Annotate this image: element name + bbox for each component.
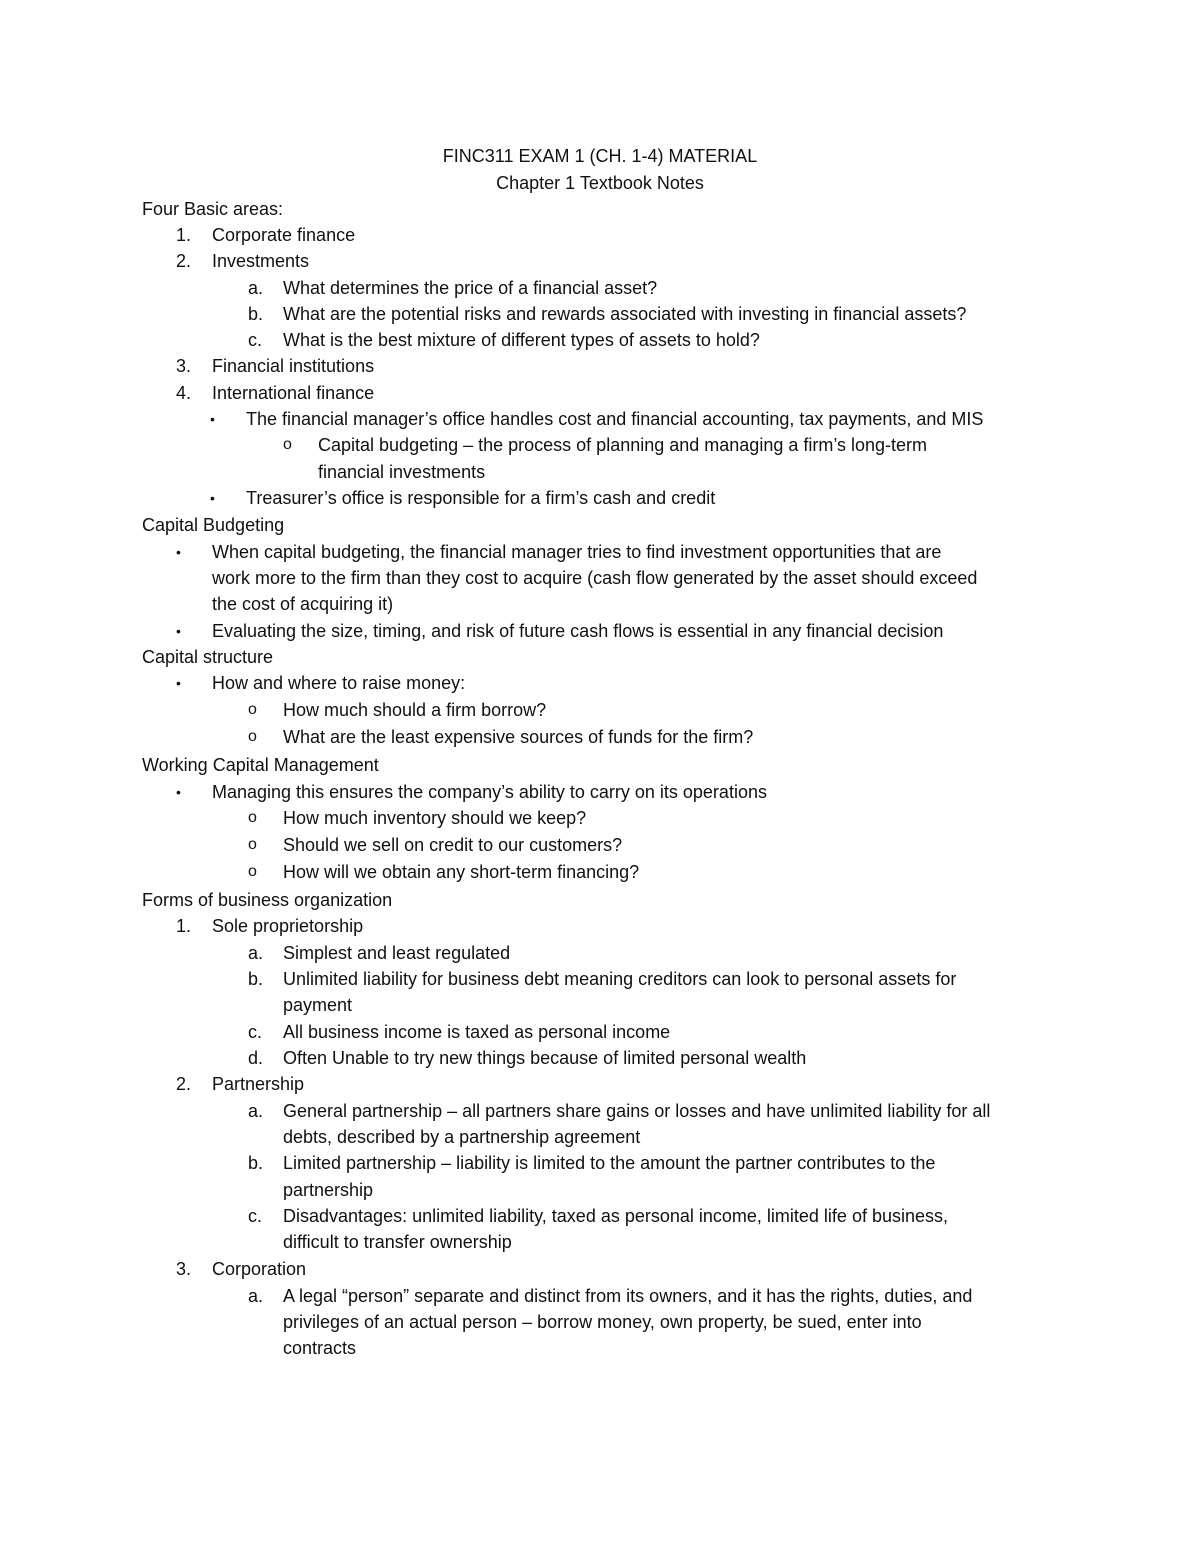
list-item [0, 1150, 1200, 1176]
list-item [0, 779, 1200, 805]
list-item [0, 966, 1200, 992]
item-text: contracts [283, 1338, 357, 1358]
bullet-marker: • [176, 623, 181, 639]
list-item [0, 1335, 1200, 1361]
list-number: c. [248, 330, 263, 350]
list-item [0, 565, 1200, 591]
item-text: All business income is taxed as personal income [283, 1022, 671, 1042]
bullet-marker: • [210, 490, 215, 506]
item-text: What are the potential risks and rewards associated with investing in financial assets? [283, 304, 967, 324]
heading-text: Capital Budgeting [142, 515, 285, 535]
list-number: 1. [176, 916, 192, 936]
sub-bullet-marker: o [248, 863, 257, 880]
item-text: Simplest and least regulated [283, 943, 511, 963]
list-item [0, 353, 1200, 379]
item-text: Sole proprietorship [212, 916, 364, 936]
heading-text: Capital structure [142, 647, 274, 667]
list-number: b. [248, 304, 264, 324]
document-subtitle: Chapter 1 Textbook Notes [496, 173, 704, 193]
item-text: difficult to transfer ownership [283, 1232, 512, 1252]
list-item [0, 913, 1200, 939]
list-number: a. [248, 943, 264, 963]
item-text: Evaluating the size, timing, and risk of future cash flows is essential in any financial decision [212, 621, 944, 641]
item-text: General partnership – all partners share gains or losses and have unlimited liability for all [283, 1101, 991, 1121]
list-item [0, 1309, 1200, 1335]
list-item [0, 670, 1200, 696]
list-item [0, 327, 1200, 353]
section-heading [0, 644, 1200, 670]
list-item [0, 805, 1200, 831]
item-text: Investments [212, 251, 310, 271]
list-item [0, 1229, 1200, 1255]
list-number: 3. [176, 356, 192, 376]
item-text: partnership [283, 1180, 374, 1200]
list-number: a. [248, 1101, 264, 1121]
item-text: Disadvantages: unlimited liability, taxed as personal income, limited life of business, [283, 1206, 948, 1226]
item-text: What is the best mixture of different types of assets to hold? [283, 330, 760, 350]
list-item [0, 1045, 1200, 1071]
list-number: 4. [176, 383, 192, 403]
sub-bullet-marker: o [248, 809, 257, 826]
list-item [0, 301, 1200, 327]
item-text: Treasurer’s office is responsible for a firm’s cash and credit [246, 488, 716, 508]
list-item [0, 1071, 1200, 1097]
item-text: Partnership [212, 1074, 305, 1094]
section-heading [0, 887, 1200, 913]
list-item [0, 539, 1200, 565]
section-heading [0, 196, 1200, 222]
list-number: 3. [176, 1259, 192, 1279]
heading-text: Four Basic areas: [142, 199, 284, 219]
bullet-marker: • [210, 411, 215, 427]
list-item [0, 1124, 1200, 1150]
item-text: Managing this ensures the company’s ability to carry on its operations [212, 782, 767, 802]
bullet-marker: • [176, 784, 181, 800]
item-text: How and where to raise money: [212, 673, 466, 693]
list-item [0, 406, 1200, 432]
item-text: privileges of an actual person – borrow money, own property, be sued, enter into [283, 1312, 922, 1332]
list-item [0, 222, 1200, 248]
item-text: Corporate finance [212, 225, 356, 245]
list-number: c. [248, 1206, 263, 1226]
item-text: Corporation [212, 1259, 307, 1279]
item-text: Capital budgeting – the process of planning and managing a firm’s long-term [318, 435, 928, 455]
document-title: FINC311 EXAM 1 (CH. 1-4) MATERIAL [442, 146, 758, 166]
item-text: How will we obtain any short-term financing? [283, 862, 640, 882]
list-item [0, 248, 1200, 274]
item-text: Should we sell on credit to our customers? [283, 835, 623, 855]
list-number: a. [248, 1286, 264, 1306]
item-text: Financial institutions [212, 356, 375, 376]
list-item [0, 459, 1200, 485]
list-number: 1. [176, 225, 192, 245]
item-text: When capital budgeting, the financial manager tries to find investment opportunities that are [212, 542, 942, 562]
list-item [0, 859, 1200, 885]
item-text: debts, described by a partnership agreement [283, 1127, 641, 1147]
list-item [0, 591, 1200, 617]
heading-text: Working Capital Management [142, 755, 379, 775]
sub-bullet-marker: o [283, 436, 292, 453]
item-text: The financial manager’s office handles cost and financial accounting, tax payments, and MIS [246, 409, 984, 429]
heading-text: Forms of business organization [142, 890, 393, 910]
list-item [0, 618, 1200, 644]
item-text: How much inventory should we keep? [283, 808, 587, 828]
item-text: What determines the price of a financial asset? [283, 278, 658, 298]
bullet-marker: • [176, 675, 181, 691]
list-number: 2. [176, 251, 192, 271]
item-text: work more to the firm than they cost to acquire (cash flow generated by the asset should exceed [212, 568, 978, 588]
list-item [0, 275, 1200, 301]
item-text: International finance [212, 383, 375, 403]
section-heading [0, 752, 1200, 778]
bullet-marker: • [176, 544, 181, 560]
list-number: d. [248, 1048, 264, 1068]
list-item [0, 485, 1200, 511]
item-text: What are the least expensive sources of funds for the firm? [283, 727, 754, 747]
list-number: b. [248, 1153, 264, 1173]
list-item [0, 1203, 1200, 1229]
list-item [0, 1283, 1200, 1309]
list-number: c. [248, 1022, 263, 1042]
list-item [0, 724, 1200, 750]
list-item [0, 432, 1200, 458]
item-text: payment [283, 995, 353, 1015]
sub-bullet-marker: o [248, 728, 257, 745]
section-heading [0, 512, 1200, 538]
item-text: Often Unable to try new things because of limited personal wealth [283, 1048, 807, 1068]
list-item [0, 697, 1200, 723]
item-text: Limited partnership – liability is limited to the amount the partner contributes to the [283, 1153, 936, 1173]
list-number: a. [248, 278, 264, 298]
item-text: A legal “person” separate and distinct from its owners, and it has the rights, duties, and [283, 1286, 973, 1306]
item-text: How much should a firm borrow? [283, 700, 547, 720]
list-number: 2. [176, 1074, 192, 1094]
list-item [0, 992, 1200, 1018]
list-item [0, 940, 1200, 966]
sub-bullet-marker: o [248, 701, 257, 718]
item-text: the cost of acquiring it) [212, 594, 394, 614]
list-number: b. [248, 969, 264, 989]
list-item [0, 1256, 1200, 1282]
list-item [0, 1177, 1200, 1203]
list-item [0, 832, 1200, 858]
list-item [0, 380, 1200, 406]
list-item [0, 1019, 1200, 1045]
item-text: Unlimited liability for business debt meaning creditors can look to personal assets for [283, 969, 957, 989]
list-item [0, 1098, 1200, 1124]
item-text: financial investments [318, 462, 486, 482]
sub-bullet-marker: o [248, 836, 257, 853]
